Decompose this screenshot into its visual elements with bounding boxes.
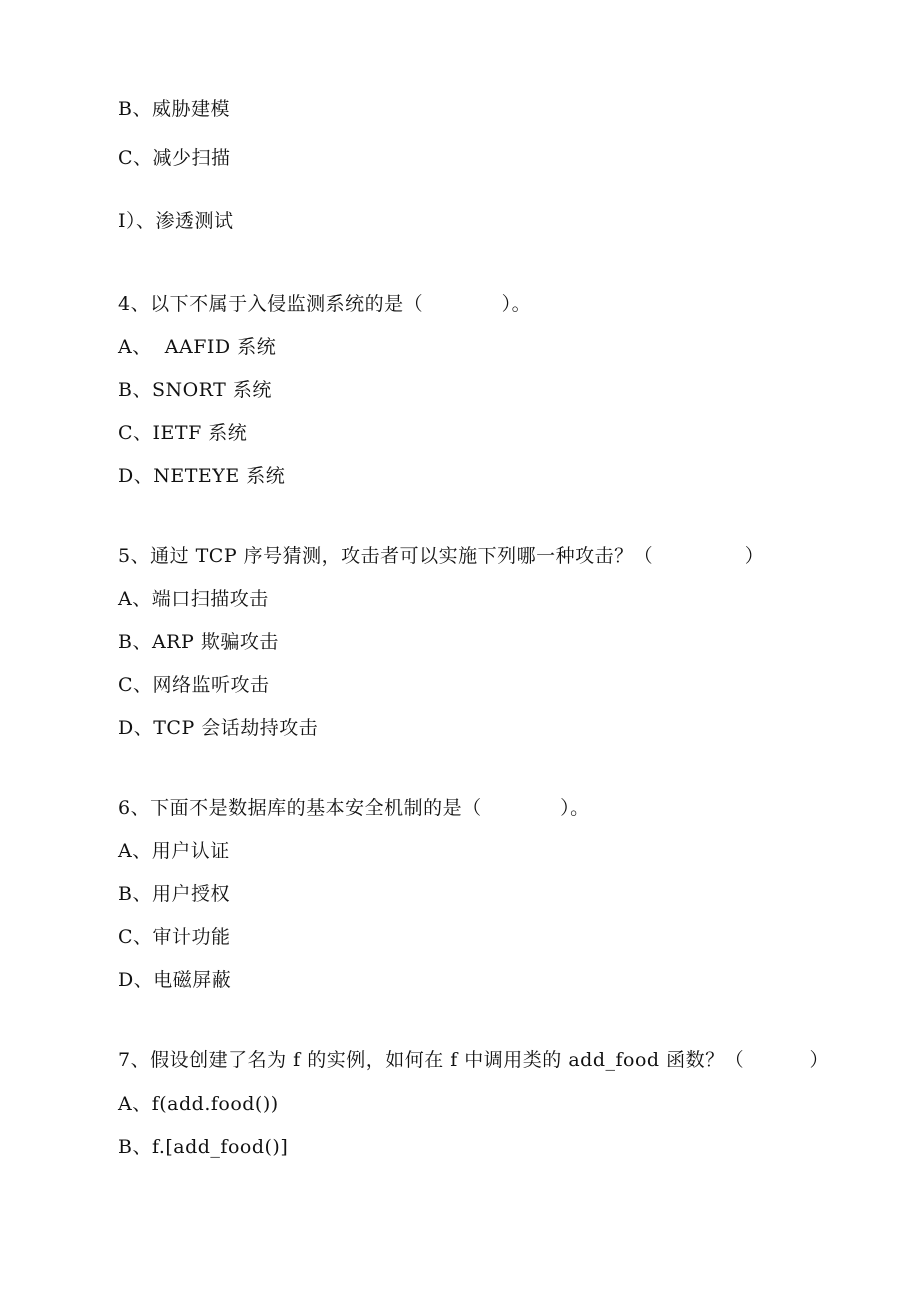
option-3c: C、减少扫描 — [118, 147, 231, 169]
question-5: 5、通过 TCP 序号猜测，攻击者可以实施下列哪一种攻击？（ ） — [118, 545, 765, 567]
option-3b: B、威胁建模 — [118, 98, 230, 120]
option-7a: A、f(add.food()) — [118, 1093, 279, 1115]
option-6d: D、电磁屏蔽 — [118, 969, 232, 991]
option-5b: B、ARP 欺骗攻击 — [118, 631, 279, 653]
question-7: 7、假设创建了名为 f 的实例，如何在 f 中调用类的 add_food 函数？（ ） — [118, 1049, 830, 1071]
option-6b: B、用户授权 — [118, 883, 230, 905]
option-5c: C、网络监听攻击 — [118, 674, 270, 696]
question-4: 4、以下不属于入侵监测系统的是（ ）。 — [118, 293, 532, 315]
option-5d: D、TCP 会话劫持攻击 — [118, 717, 319, 739]
option-4b: B、SNORT 系统 — [118, 379, 272, 401]
option-6a: A、用户认证 — [118, 840, 230, 862]
option-6c: C、审计功能 — [118, 926, 231, 948]
option-4d: D、NETEYE 系统 — [118, 465, 286, 487]
question-6: 6、下面不是数据库的基本安全机制的是（ ）。 — [118, 797, 590, 819]
option-4c: C、IETF 系统 — [118, 422, 248, 444]
option-7b: B、f.[add_food()] — [118, 1136, 289, 1158]
option-3d: I）、渗透测试 — [118, 210, 234, 232]
option-4a: A、 AAFID 系统 — [118, 336, 277, 358]
option-5a: A、端口扫描攻击 — [118, 588, 269, 610]
